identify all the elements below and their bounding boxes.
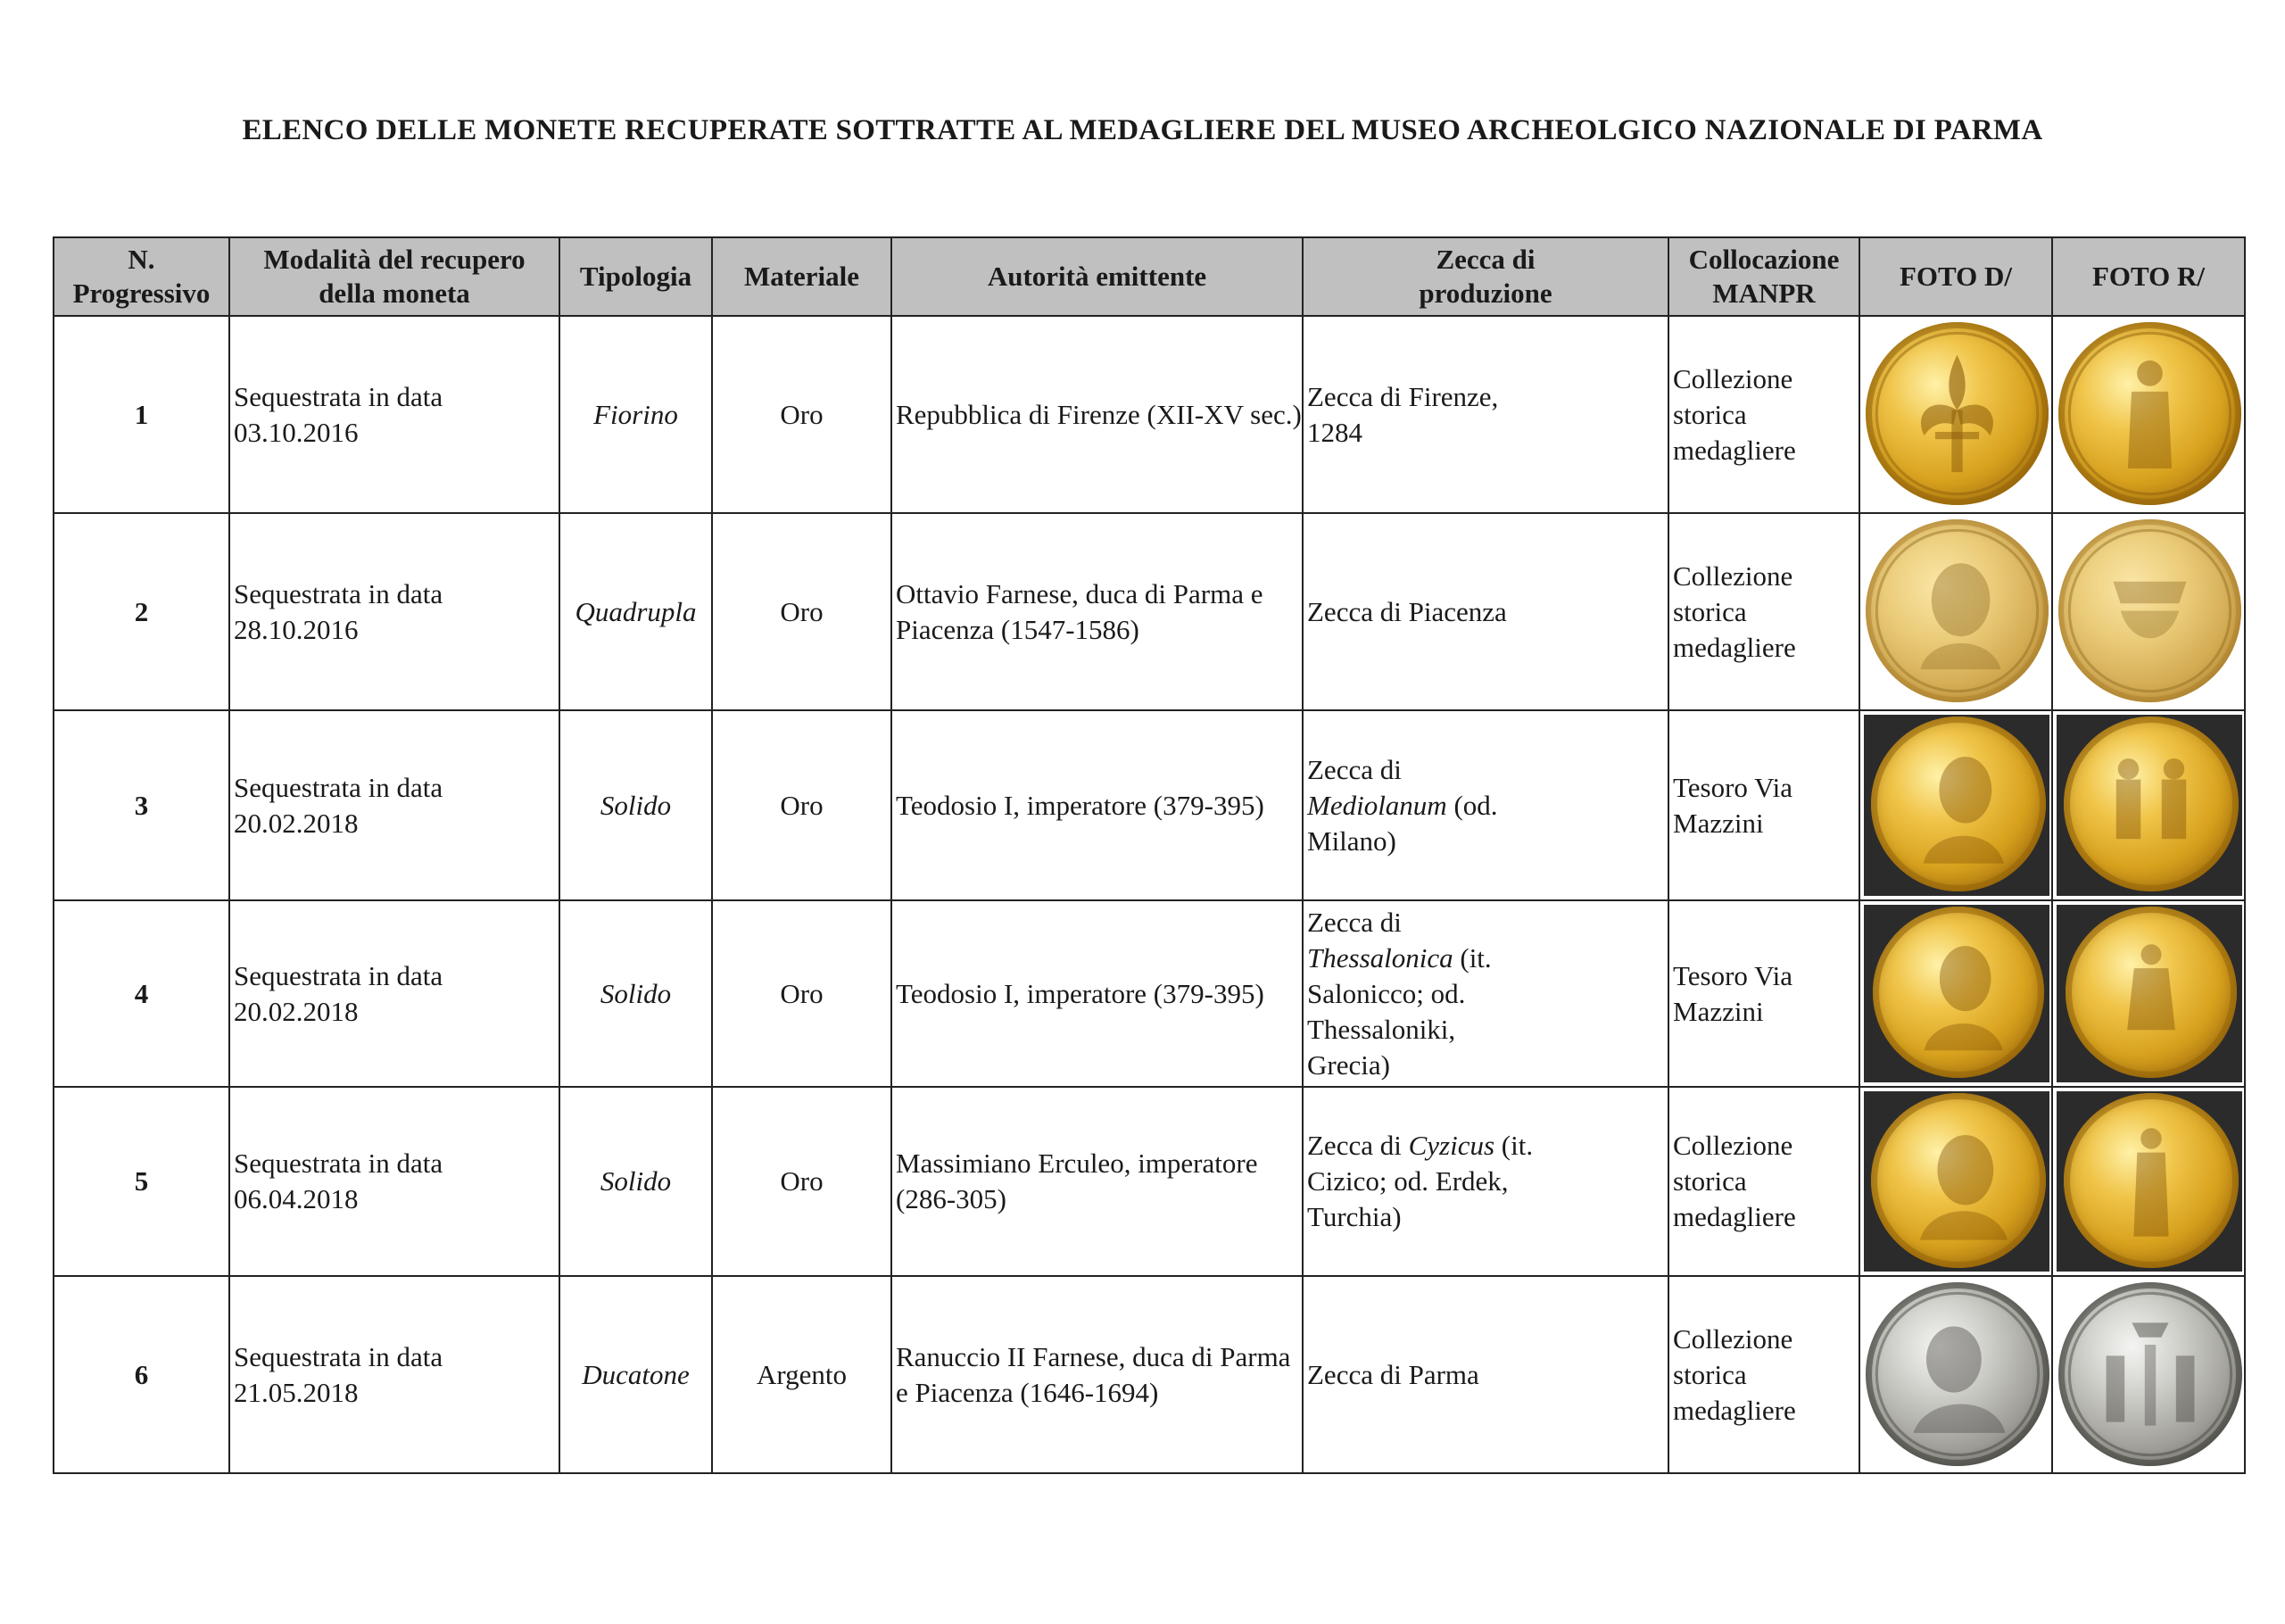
header-num: N. Progressivo: [54, 237, 229, 316]
coin-two-emperors-reverse-image: [2064, 717, 2239, 891]
table-row: [54, 1276, 2245, 1473]
table-row: [54, 710, 2245, 900]
laureate-bust-icon: [1871, 1093, 2046, 1268]
cell-material: Oro: [712, 316, 891, 513]
table-row: [54, 900, 2245, 1087]
cell-photo-obverse: [1859, 1276, 2052, 1473]
coin-emperor-bust-obverse-image: [1871, 717, 2046, 891]
seated-figure-icon: [2066, 907, 2237, 1078]
bearded-bust-icon: [1866, 519, 2049, 702]
coin-laureate-bust-obverse-image: [1871, 1093, 2046, 1268]
two-emperors-icon: [2064, 717, 2239, 891]
cell-photo-reverse: [2052, 1087, 2245, 1276]
cell-authority: Massimiano Erculeo, imperatore (286-305): [891, 1087, 1303, 1276]
armoured-bust-icon: [1866, 1282, 2049, 1466]
cell-material: Oro: [712, 710, 891, 900]
cell-mint: Zecca di Piacenza: [1303, 513, 1668, 710]
coin-city-crest-reverse-image: [2058, 519, 2241, 702]
cell-recovery: Sequestrata in data 28.10.2016: [229, 513, 559, 710]
coin-standing-figure-reverse-image: [2064, 1093, 2239, 1268]
cell-recovery: Sequestrata in data 03.10.2016: [229, 316, 559, 513]
cell-recovery: Sequestrata in data 06.04.2018: [229, 1087, 559, 1276]
cell-num: 1: [54, 316, 229, 513]
cell-photo-obverse: [1859, 1087, 2052, 1276]
cell-location: Tesoro Via Mazzini: [1668, 900, 1859, 1087]
cell-photo-reverse: [2052, 1276, 2245, 1473]
document-title: ELENCO DELLE MONETE RECUPERATE SOTTRATTE AL MEDAGLIERE DEL MUSEO ARCHEOLGICO NAZIONALE DI PARMA: [242, 114, 2043, 146]
standing-figure-icon: [2064, 1093, 2239, 1268]
coin-fleur-de-lis-obverse-image: [1866, 322, 2049, 505]
cell-material: Oro: [712, 900, 891, 1087]
cell-mint: Zecca di Thessalonica (it. Salonicco; od. Thessaloniki, Grecia): [1303, 900, 1668, 1087]
cell-photo-reverse: [2052, 710, 2245, 900]
header-recovery: Modalità del recupero della moneta: [229, 237, 559, 316]
cell-photo-reverse: [2052, 900, 2245, 1087]
cell-location: Collezione storica medagliere: [1668, 513, 1859, 710]
standing-saint-icon: [2058, 322, 2241, 505]
cell-authority: Teodosio I, imperatore (379-395): [891, 900, 1303, 1087]
cell-location: Collezione storica medagliere: [1668, 316, 1859, 513]
cell-mint: Zecca di Parma: [1303, 1276, 1668, 1473]
two-figures-crown-icon: [2058, 1282, 2242, 1466]
cell-recovery: Sequestrata in data 20.02.2018: [229, 710, 559, 900]
coins-table: [53, 236, 2246, 1474]
city-crest-icon: [2058, 519, 2241, 702]
table-row: [54, 513, 2245, 710]
header-mint: Zecca di produzione: [1303, 237, 1668, 316]
header-material: Materiale: [712, 237, 891, 316]
header-authority: Autorità emittente: [891, 237, 1303, 316]
coin-armoured-bust-obverse-image: [1866, 1282, 2049, 1466]
emperor-bust-icon: [1871, 717, 2046, 891]
cell-authority: Teodosio I, imperatore (379-395): [891, 710, 1303, 900]
cell-material: Argento: [712, 1276, 891, 1473]
cell-type: Ducatone: [559, 1276, 712, 1473]
fleur-de-lis-icon: [1866, 322, 2049, 505]
cell-type: Solido: [559, 1087, 712, 1276]
cell-mint: Zecca di Cyzicus (it. Cizico; od. Erdek, Turchia): [1303, 1087, 1668, 1276]
cell-type: Solido: [559, 710, 712, 900]
cell-authority: Ottavio Farnese, duca di Parma e Piacenza (1547-1586): [891, 513, 1303, 710]
cell-type: Solido: [559, 900, 712, 1087]
coin-seated-figure-reverse-image: [2066, 907, 2237, 1078]
table-header-row: [54, 237, 2245, 316]
cell-type: Fiorino: [559, 316, 712, 513]
cell-mint: Zecca di Mediolanum (od. Milano): [1303, 710, 1668, 900]
cell-location: Collezione storica medagliere: [1668, 1087, 1859, 1276]
emperor-bust-icon: [1873, 907, 2044, 1078]
coin-bearded-bust-obverse-image: [1866, 519, 2049, 702]
cell-authority: Repubblica di Firenze (XII-XV sec.): [891, 316, 1303, 513]
cell-mint: Zecca di Firenze, 1284: [1303, 316, 1668, 513]
cell-num: 4: [54, 900, 229, 1087]
header-photo-obverse: FOTO D/: [1859, 237, 2052, 316]
cell-num: 5: [54, 1087, 229, 1276]
coin-standing-saint-reverse-image: [2058, 322, 2241, 505]
cell-material: Oro: [712, 513, 891, 710]
cell-material: Oro: [712, 1087, 891, 1276]
coin-emperor-bust-obverse-image: [1873, 907, 2044, 1078]
cell-recovery: Sequestrata in data 20.02.2018: [229, 900, 559, 1087]
header-photo-reverse: FOTO R/: [2052, 237, 2245, 316]
cell-photo-obverse: [1859, 710, 2052, 900]
cell-photo-obverse: [1859, 513, 2052, 710]
cell-authority: Ranuccio II Farnese, duca di Parma e Piacenza (1646-1694): [891, 1276, 1303, 1473]
cell-location: Tesoro Via Mazzini: [1668, 710, 1859, 900]
table-row: [54, 1087, 2245, 1276]
cell-photo-obverse: [1859, 316, 2052, 513]
cell-photo-reverse: [2052, 513, 2245, 710]
table-row: [54, 316, 2245, 513]
cell-num: 3: [54, 710, 229, 900]
cell-photo-reverse: [2052, 316, 2245, 513]
coin-two-figures-reverse-image: [2058, 1282, 2242, 1466]
cell-num: 2: [54, 513, 229, 710]
cell-type: Quadrupla: [559, 513, 712, 710]
cell-location: Collezione storica medagliere: [1668, 1276, 1859, 1473]
cell-recovery: Sequestrata in data 21.05.2018: [229, 1276, 559, 1473]
header-type: Tipologia: [559, 237, 712, 316]
cell-photo-obverse: [1859, 900, 2052, 1087]
header-location: Collocazione MANPR: [1668, 237, 1859, 316]
cell-num: 6: [54, 1276, 229, 1473]
